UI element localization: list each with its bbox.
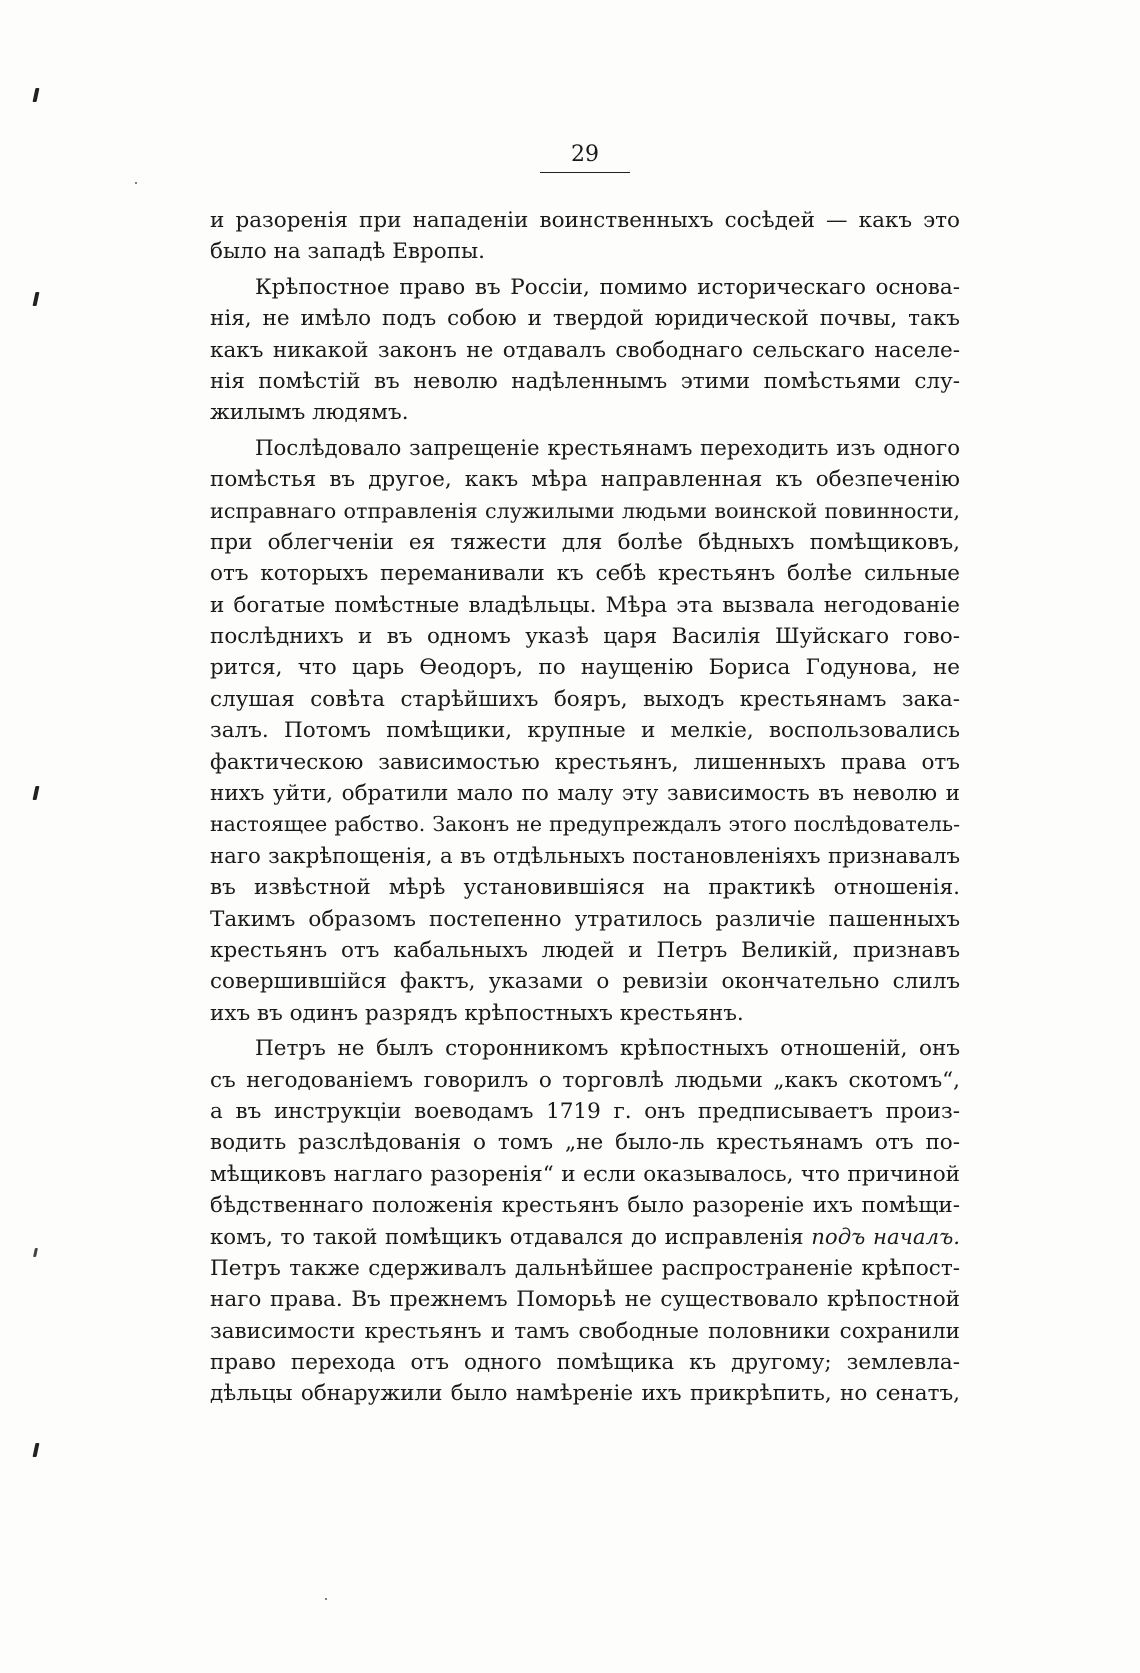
text-line: нія помѣстій въ неволю надѣленнымъ этими помѣстьями слу- [210,368,960,394]
text-line: Петръ также сдерживалъ дальнѣйшее распространеніе крѣпост- [210,1255,960,1281]
text-line: нія, не имѣло подъ собою и твердой юридической почвы, такъ [210,306,960,332]
text-line: а въ инструкціи воеводамъ 1719 г. онъ предписываетъ произ- [210,1098,960,1124]
italic-phrase: подъ началъ. [811,1224,960,1250]
text-line-part: комъ, то такой помѣщикъ отдавался до исправленія [210,1224,804,1250]
text-line: водить разслѣдованія о томъ „не было-ль крестьянамъ отъ по- [210,1130,960,1156]
margin-mark [33,292,40,306]
margin-mark [33,1443,40,1457]
text-line: крестьянъ отъ кабальныхъ людей и Петръ Великій, признавъ [210,937,960,963]
text-line: наго закрѣпощенія, а въ отдѣльныхъ постановленіяхъ признавалъ [210,843,960,869]
text-line: и богатые помѣстные владѣльцы. Мѣра эта вызвала негодованіе [210,592,960,618]
text-line: и разоренія при нападеніи воинственныхъ сосѣдей — какъ это [210,208,960,233]
text-line: залъ. Потомъ помѣщики, крупные и мелкіе, воспользовались [210,718,960,744]
body-text [210,205,960,1410]
text-line: зависимости крестьянъ и тамъ свободные половники сохранили [210,1318,960,1344]
text-line: нихъ уйти, обратили мало по малу эту зависимость въ неволю и [210,781,960,807]
dust-speck [325,1598,327,1600]
text-line: жилымъ людямъ. [210,400,409,426]
text-line: какъ никакой законъ не отдавалъ свободнаго сельскаго населе- [210,337,960,363]
text-line: дѣльцы обнаружили было намѣреніе ихъ прикрѣпить, но сенатъ, [210,1381,960,1407]
page-number: 29 [571,142,599,167]
text-line: Послѣдовало запрещеніе крестьянамъ переходить изъ одного [255,435,960,461]
text-line: совершившійся фактъ, указами о ревизіи окончательно слилъ [210,969,960,995]
paragraph [210,1033,960,1410]
page-header [540,142,630,173]
margin-mark [33,786,40,800]
text-line: съ негодованіемъ говорилъ о торговлѣ людьми „какъ скотомъ“, [210,1067,960,1093]
paragraph [210,272,960,429]
text-line: Крѣпостное право въ Россіи, помимо историческаго основа- [255,274,960,300]
dust-speck [135,182,137,184]
text-line: отъ которыхъ переманивали къ себѣ крестьянъ болѣе сильные [210,561,960,587]
text-line: мѣщиковъ наглаго разоренія“ и если оказывалось, что причиной [210,1161,960,1187]
text-line: фактическою зависимостью крестьянъ, лишенныхъ права отъ [210,749,960,775]
text-line: бѣдственнаго положенія крестьянъ было разореніе ихъ помѣщи- [210,1193,960,1219]
text-line: помѣстья въ другое, какъ мѣра направленная къ обезпеченію [210,467,960,493]
text-line: исправнаго отправленія служилыми людьми воинской повинности, [210,498,960,523]
text-line: рится, что царь Ѳеодоръ, по наущенію Бориса Годунова, не [210,655,960,681]
text-line: Петръ не былъ сторонникомъ крѣпостныхъ отношеній, онъ [255,1036,960,1062]
page-number-rule [540,172,630,173]
text-line: ихъ въ одинъ разрядъ крѣпостныхъ крестьянъ. [210,1000,744,1026]
text-line: настоящее рабство. Законъ не предупреждалъ этого послѣдователь- [210,812,960,837]
text-line: было на западѣ Европы. [210,239,485,265]
text-line: Такимъ образомъ постепенно утратилось различіе пашенныхъ [210,906,960,932]
text-line: при облегченіи ея тяжести для болѣе бѣдныхъ помѣщиковъ, [210,529,960,555]
margin-mark [33,88,40,102]
margin-mark [33,1248,38,1257]
text-line: послѣднихъ и въ одномъ указѣ царя Василія Шуйскаго гово- [210,624,960,650]
text-line-with-italic [210,1222,960,1253]
text-line: наго права. Въ прежнемъ Поморьѣ не существовало крѣпостной [210,1287,960,1313]
text-line: въ извѣстной мѣрѣ установившіяся на практикѣ отношенія. [210,875,960,901]
text-line: право перехода отъ одного помѣщика къ другому; землевла- [210,1350,960,1376]
paragraph [210,205,960,268]
text-line: слушая совѣта старѣйшихъ бояръ, выходъ крестьянамъ зака- [210,686,960,712]
paragraph [210,433,960,1029]
